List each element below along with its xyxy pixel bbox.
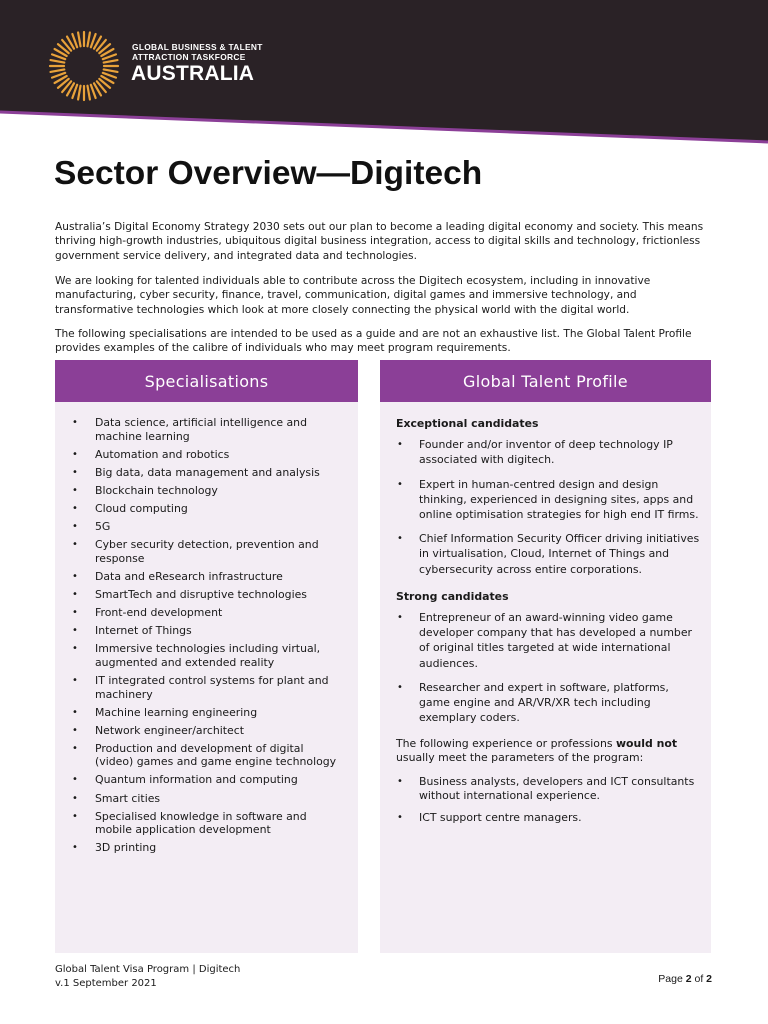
specialisation-item: • Big data, data management and analysis xyxy=(69,466,339,480)
specialisations-panel xyxy=(55,360,358,953)
strong-candidates-list xyxy=(396,610,701,725)
specialisation-item: • Data and eResearch infrastructure xyxy=(69,570,339,584)
page-current: 2 xyxy=(685,973,692,985)
page-number xyxy=(658,973,712,985)
specialisation-item: • Machine learning engineering xyxy=(69,706,339,720)
specialisations-list xyxy=(69,416,339,859)
logo-ray xyxy=(87,33,89,47)
org-line-2: ATTRACTION TASKFORCE xyxy=(132,52,246,62)
specialisation-item: • Smart cities xyxy=(69,792,339,806)
exceptional-candidate-item: • Chief Information Security Officer driving initiatives in virtualisation, Cloud, Internet of Things and cybersecurity across entire corporations. xyxy=(396,531,701,577)
logo-ray xyxy=(104,69,118,71)
intro-paragraph-2: We are looking for talented individuals able to contribute across the Digitech ecosystem, including in innovative manufacturing, cyber security, finance, travel, communication, digital games and immersive technology, and transformative technologies which look at more closely connecting the physical world with the digital world. xyxy=(55,275,651,316)
specialisation-item: • Immersive technologies including virtual, augmented and extended reality xyxy=(69,642,339,669)
exceptional-candidate-item: • Expert in human-centred design and design thinking, experienced in designing sites, apps and online optimisation strategies for high end IT firms. xyxy=(396,477,701,523)
global-talent-profile-panel xyxy=(380,360,711,953)
strong-candidate-item: • Entrepreneur of an award-winning video game developer company that has developed a number of original titles targeted at wide international audiences. xyxy=(396,610,701,671)
specialisation-item: • 3D printing xyxy=(69,841,339,855)
specialisation-item: • Blockchain technology xyxy=(69,484,339,498)
footer-program-info xyxy=(55,963,240,991)
logo-ray xyxy=(87,86,89,100)
org-name: AUSTRALIA xyxy=(131,62,255,85)
specialisation-item: • IT integrated control systems for plant and machinery xyxy=(69,674,339,701)
global-talent-profile-heading: Global Talent Profile xyxy=(380,360,711,402)
not-meet-note-emphasis: would not xyxy=(616,737,678,751)
specialisation-item: • Data science, artificial intelligence and machine learning xyxy=(69,416,339,443)
not-meet-note xyxy=(396,737,701,765)
specialisation-item: • Automation and robotics xyxy=(69,448,339,462)
exceptional-candidate-item: • Founder and/or inventor of deep technology IP associated with digitech. xyxy=(396,437,701,467)
exceptional-candidates-heading: Exceptional candidates xyxy=(396,417,539,430)
specialisation-item: • Internet of Things xyxy=(69,624,339,638)
specialisation-item: • Quantum information and computing xyxy=(69,773,339,787)
global-talent-profile-content xyxy=(396,416,701,833)
page-label: Page xyxy=(658,973,686,985)
footer-program: Global Talent Visa Program | Digitech xyxy=(55,964,241,975)
specialisation-item: • Production and development of digital (video) games and game engine technology xyxy=(69,742,339,769)
not-meet-item: • Business analysts, developers and ICT consultants without international experience. xyxy=(396,775,701,803)
intro-paragraph-1: Australia’s Digital Economy Strategy 2030 sets out our plan to become a leading digital economy and society. This means thriving high-growth industries, ubiquitous digital business integration, access to digital skills and technology, frictionless government service delivery, and integrated data and technologies. xyxy=(55,221,704,262)
page-total: 2 xyxy=(706,973,712,985)
logo-ray xyxy=(51,69,65,71)
specialisation-item: • Network engineer/architect xyxy=(69,724,339,738)
page-of: of xyxy=(691,973,707,985)
specialisation-item: • Front-end development xyxy=(69,606,339,620)
specialisations-heading: Specialisations xyxy=(55,360,358,402)
not-meet-list xyxy=(396,775,701,825)
logo-ray xyxy=(78,33,80,47)
sunburst-logo-icon xyxy=(48,30,120,102)
specialisation-item: • Cloud computing xyxy=(69,502,339,516)
not-meet-note-start: The following experience or professions xyxy=(396,737,616,751)
page-title: Sector Overview—Digitech xyxy=(54,155,483,192)
footer-version: v.1 September 2021 xyxy=(55,978,157,989)
strong-candidates-heading: Strong candidates xyxy=(396,589,509,603)
logo-ray xyxy=(78,86,80,100)
not-meet-item: • ICT support centre managers. xyxy=(396,811,701,825)
intro-paragraph-3: The following specialisations are intended to be used as a guide and are not an exhaustive list. The Global Talent Profile provides examples of the calibre of individuals who may meet program requirements. xyxy=(55,328,692,355)
logo-ray xyxy=(51,60,65,62)
specialisation-item: • Cyber security detection, prevention and response xyxy=(69,538,339,565)
not-meet-note-end: usually meet the parameters of the program: xyxy=(396,751,644,765)
logo-ray xyxy=(104,60,118,62)
specialisation-item: • 5G xyxy=(69,520,339,534)
specialisation-item: • Specialised knowledge in software and mobile application development xyxy=(69,810,339,837)
strong-candidate-item: • Researcher and expert in software, platforms, game engine and AR/VR/XR tech including exemplary coders. xyxy=(396,680,701,726)
specialisation-item: • SmartTech and disruptive technologies xyxy=(69,588,339,602)
org-line-1: GLOBAL BUSINESS & TALENT xyxy=(132,42,263,52)
page-header xyxy=(0,0,768,148)
exceptional-candidates-list xyxy=(396,437,701,577)
